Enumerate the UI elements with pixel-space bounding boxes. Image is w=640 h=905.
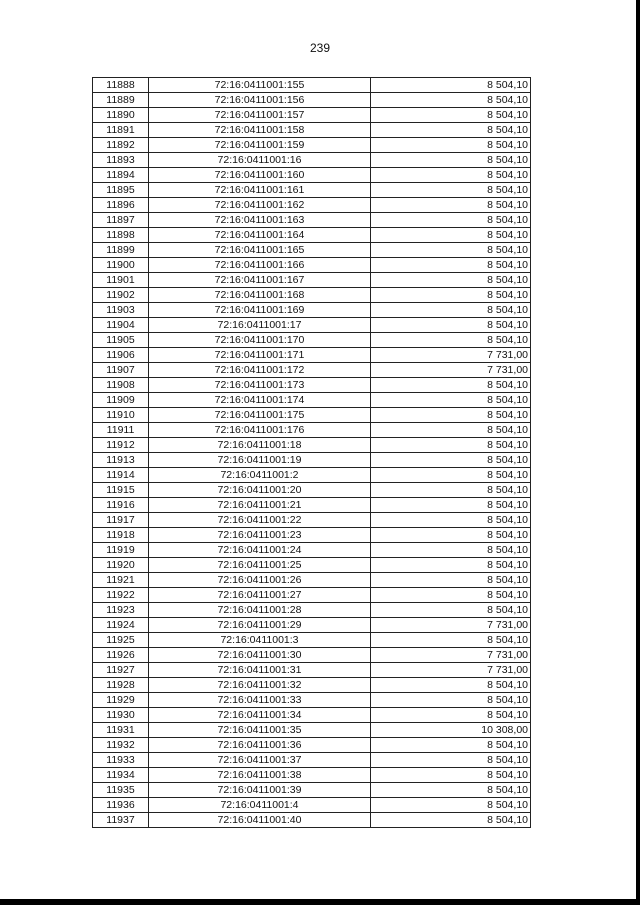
row-number-cell: 11905 <box>93 333 149 348</box>
row-number-cell: 11889 <box>93 93 149 108</box>
row-number-cell: 11937 <box>93 813 149 828</box>
cadastral-number-cell: 72:16:0411001:172 <box>149 363 371 378</box>
table-row <box>93 138 531 153</box>
cadastral-number-cell: 72:16:0411001:164 <box>149 228 371 243</box>
table-row <box>93 738 531 753</box>
cadastral-number-cell: 72:16:0411001:158 <box>149 123 371 138</box>
table-row <box>93 603 531 618</box>
table-row <box>93 543 531 558</box>
value-cell: 8 504,10 <box>371 543 531 558</box>
scan-edge-right <box>636 0 640 905</box>
table-row <box>93 108 531 123</box>
row-number-cell: 11927 <box>93 663 149 678</box>
table-row <box>93 708 531 723</box>
cadastral-number-cell: 72:16:0411001:176 <box>149 423 371 438</box>
row-number-cell: 11933 <box>93 753 149 768</box>
cadastral-number-cell: 72:16:0411001:173 <box>149 378 371 393</box>
cadastral-number-cell: 72:16:0411001:4 <box>149 798 371 813</box>
value-cell: 7 731,00 <box>371 363 531 378</box>
row-number-cell: 11904 <box>93 318 149 333</box>
value-cell: 8 504,10 <box>371 168 531 183</box>
value-cell: 8 504,10 <box>371 243 531 258</box>
table-row <box>93 483 531 498</box>
value-cell: 8 504,10 <box>371 393 531 408</box>
table-row <box>93 663 531 678</box>
row-number-cell: 11896 <box>93 198 149 213</box>
table-row <box>93 453 531 468</box>
value-cell: 8 504,10 <box>371 318 531 333</box>
row-number-cell: 11908 <box>93 378 149 393</box>
cadastral-number-cell: 72:16:0411001:16 <box>149 153 371 168</box>
table-row <box>93 123 531 138</box>
row-number-cell: 11935 <box>93 783 149 798</box>
cadastral-number-cell: 72:16:0411001:157 <box>149 108 371 123</box>
cadastral-number-cell: 72:16:0411001:156 <box>149 93 371 108</box>
cadastral-number-cell: 72:16:0411001:18 <box>149 438 371 453</box>
table-row <box>93 333 531 348</box>
cadastral-number-cell: 72:16:0411001:40 <box>149 813 371 828</box>
cadastral-number-cell: 72:16:0411001:168 <box>149 288 371 303</box>
value-cell: 8 504,10 <box>371 528 531 543</box>
row-number-cell: 11897 <box>93 213 149 228</box>
row-number-cell: 11915 <box>93 483 149 498</box>
value-cell: 7 731,00 <box>371 663 531 678</box>
cadastral-number-cell: 72:16:0411001:170 <box>149 333 371 348</box>
value-cell: 8 504,10 <box>371 78 531 93</box>
row-number-cell: 11890 <box>93 108 149 123</box>
cadastral-number-cell: 72:16:0411001:160 <box>149 168 371 183</box>
row-number-cell: 11932 <box>93 738 149 753</box>
row-number-cell: 11936 <box>93 798 149 813</box>
value-cell: 8 504,10 <box>371 783 531 798</box>
value-cell: 8 504,10 <box>371 138 531 153</box>
row-number-cell: 11920 <box>93 558 149 573</box>
table-row <box>93 288 531 303</box>
value-cell: 8 504,10 <box>371 153 531 168</box>
cadastral-number-cell: 72:16:0411001:28 <box>149 603 371 618</box>
cadastral-number-cell: 72:16:0411001:155 <box>149 78 371 93</box>
cadastral-number-cell: 72:16:0411001:174 <box>149 393 371 408</box>
cadastral-number-cell: 72:16:0411001:32 <box>149 678 371 693</box>
table-row <box>93 348 531 363</box>
table-row <box>93 498 531 513</box>
row-number-cell: 11903 <box>93 303 149 318</box>
cadastral-number-cell: 72:16:0411001:36 <box>149 738 371 753</box>
row-number-cell: 11901 <box>93 273 149 288</box>
table-row <box>93 423 531 438</box>
row-number-cell: 11895 <box>93 183 149 198</box>
value-cell: 8 504,10 <box>371 93 531 108</box>
cadastral-number-cell: 72:16:0411001:22 <box>149 513 371 528</box>
value-cell: 8 504,10 <box>371 333 531 348</box>
value-cell: 8 504,10 <box>371 798 531 813</box>
table-row <box>93 228 531 243</box>
value-cell: 8 504,10 <box>371 408 531 423</box>
value-cell: 8 504,10 <box>371 198 531 213</box>
cadastral-number-cell: 72:16:0411001:162 <box>149 198 371 213</box>
row-number-cell: 11912 <box>93 438 149 453</box>
table-row <box>93 93 531 108</box>
value-cell: 8 504,10 <box>371 468 531 483</box>
table-row <box>93 513 531 528</box>
value-cell: 8 504,10 <box>371 573 531 588</box>
row-number-cell: 11913 <box>93 453 149 468</box>
row-number-cell: 11898 <box>93 228 149 243</box>
row-number-cell: 11928 <box>93 678 149 693</box>
row-number-cell: 11921 <box>93 573 149 588</box>
table-row <box>93 648 531 663</box>
table-row <box>93 678 531 693</box>
value-cell: 8 504,10 <box>371 183 531 198</box>
table-row <box>93 213 531 228</box>
value-cell: 8 504,10 <box>371 633 531 648</box>
cadastral-number-cell: 72:16:0411001:24 <box>149 543 371 558</box>
table-row <box>93 393 531 408</box>
cadastral-number-cell: 72:16:0411001:2 <box>149 468 371 483</box>
cadastral-number-cell: 72:16:0411001:27 <box>149 588 371 603</box>
table-row <box>93 198 531 213</box>
value-cell: 7 731,00 <box>371 648 531 663</box>
table-row <box>93 243 531 258</box>
row-number-cell: 11934 <box>93 768 149 783</box>
cadastral-number-cell: 72:16:0411001:175 <box>149 408 371 423</box>
table-row <box>93 468 531 483</box>
cadastral-number-cell: 72:16:0411001:163 <box>149 213 371 228</box>
cadastral-number-cell: 72:16:0411001:20 <box>149 483 371 498</box>
row-number-cell: 11926 <box>93 648 149 663</box>
value-cell: 8 504,10 <box>371 738 531 753</box>
row-number-cell: 11909 <box>93 393 149 408</box>
table-row <box>93 723 531 738</box>
table-row <box>93 78 531 93</box>
cadastral-number-cell: 72:16:0411001:29 <box>149 618 371 633</box>
table-row <box>93 408 531 423</box>
table-row <box>93 768 531 783</box>
table-row <box>93 618 531 633</box>
table-row <box>93 798 531 813</box>
row-number-cell: 11924 <box>93 618 149 633</box>
cadastral-number-cell: 72:16:0411001:39 <box>149 783 371 798</box>
row-number-cell: 11918 <box>93 528 149 543</box>
cadastral-number-cell: 72:16:0411001:165 <box>149 243 371 258</box>
row-number-cell: 11929 <box>93 693 149 708</box>
row-number-cell: 11914 <box>93 468 149 483</box>
cadastral-number-cell: 72:16:0411001:17 <box>149 318 371 333</box>
table-row <box>93 633 531 648</box>
cadastral-number-cell: 72:16:0411001:161 <box>149 183 371 198</box>
value-cell: 8 504,10 <box>371 453 531 468</box>
cadastral-number-cell: 72:16:0411001:19 <box>149 453 371 468</box>
table-row <box>93 318 531 333</box>
row-number-cell: 11910 <box>93 408 149 423</box>
row-number-cell: 11930 <box>93 708 149 723</box>
value-cell: 8 504,10 <box>371 678 531 693</box>
table-row <box>93 183 531 198</box>
table-row <box>93 153 531 168</box>
value-cell: 8 504,10 <box>371 588 531 603</box>
value-cell: 8 504,10 <box>371 213 531 228</box>
cadastral-number-cell: 72:16:0411001:37 <box>149 753 371 768</box>
table-row <box>93 813 531 828</box>
value-cell: 8 504,10 <box>371 288 531 303</box>
table-row <box>93 168 531 183</box>
value-cell: 8 504,10 <box>371 303 531 318</box>
cadastral-number-cell: 72:16:0411001:30 <box>149 648 371 663</box>
value-cell: 7 731,00 <box>371 618 531 633</box>
cadastral-number-cell: 72:16:0411001:25 <box>149 558 371 573</box>
table-row <box>93 753 531 768</box>
register-table <box>92 77 531 828</box>
value-cell: 8 504,10 <box>371 768 531 783</box>
cadastral-number-cell: 72:16:0411001:169 <box>149 303 371 318</box>
row-number-cell: 11906 <box>93 348 149 363</box>
value-cell: 8 504,10 <box>371 558 531 573</box>
row-number-cell: 11919 <box>93 543 149 558</box>
row-number-cell: 11917 <box>93 513 149 528</box>
table-row <box>93 363 531 378</box>
cadastral-number-cell: 72:16:0411001:166 <box>149 258 371 273</box>
value-cell: 8 504,10 <box>371 273 531 288</box>
table-row <box>93 783 531 798</box>
row-number-cell: 11899 <box>93 243 149 258</box>
value-cell: 8 504,10 <box>371 438 531 453</box>
row-number-cell: 11923 <box>93 603 149 618</box>
value-cell: 7 731,00 <box>371 348 531 363</box>
table-row <box>93 378 531 393</box>
table-row <box>93 528 531 543</box>
scan-edge-bottom <box>0 899 640 905</box>
row-number-cell: 11916 <box>93 498 149 513</box>
row-number-cell: 11907 <box>93 363 149 378</box>
table-row <box>93 693 531 708</box>
cadastral-number-cell: 72:16:0411001:167 <box>149 273 371 288</box>
value-cell: 10 308,00 <box>371 723 531 738</box>
cadastral-number-cell: 72:16:0411001:26 <box>149 573 371 588</box>
row-number-cell: 11894 <box>93 168 149 183</box>
cadastral-number-cell: 72:16:0411001:35 <box>149 723 371 738</box>
value-cell: 8 504,10 <box>371 603 531 618</box>
cadastral-number-cell: 72:16:0411001:3 <box>149 633 371 648</box>
table-row <box>93 258 531 273</box>
row-number-cell: 11900 <box>93 258 149 273</box>
value-cell: 8 504,10 <box>371 378 531 393</box>
value-cell: 8 504,10 <box>371 753 531 768</box>
cadastral-number-cell: 72:16:0411001:171 <box>149 348 371 363</box>
cadastral-number-cell: 72:16:0411001:34 <box>149 708 371 723</box>
table-row <box>93 588 531 603</box>
value-cell: 8 504,10 <box>371 423 531 438</box>
value-cell: 8 504,10 <box>371 108 531 123</box>
value-cell: 8 504,10 <box>371 693 531 708</box>
table-row <box>93 438 531 453</box>
cadastral-number-cell: 72:16:0411001:38 <box>149 768 371 783</box>
row-number-cell: 11902 <box>93 288 149 303</box>
cadastral-number-cell: 72:16:0411001:159 <box>149 138 371 153</box>
table-row <box>93 558 531 573</box>
row-number-cell: 11931 <box>93 723 149 738</box>
table-row <box>93 273 531 288</box>
row-number-cell: 11911 <box>93 423 149 438</box>
row-number-cell: 11922 <box>93 588 149 603</box>
table-row <box>93 303 531 318</box>
value-cell: 8 504,10 <box>371 258 531 273</box>
value-cell: 8 504,10 <box>371 228 531 243</box>
value-cell: 8 504,10 <box>371 498 531 513</box>
row-number-cell: 11891 <box>93 123 149 138</box>
table-row <box>93 573 531 588</box>
value-cell: 8 504,10 <box>371 483 531 498</box>
value-cell: 8 504,10 <box>371 513 531 528</box>
value-cell: 8 504,10 <box>371 123 531 138</box>
row-number-cell: 11892 <box>93 138 149 153</box>
row-number-cell: 11925 <box>93 633 149 648</box>
cadastral-number-cell: 72:16:0411001:21 <box>149 498 371 513</box>
page-number: 239 <box>309 41 331 55</box>
row-number-cell: 11888 <box>93 78 149 93</box>
value-cell: 8 504,10 <box>371 708 531 723</box>
value-cell: 8 504,10 <box>371 813 531 828</box>
register-table-body <box>93 78 531 828</box>
cadastral-number-cell: 72:16:0411001:33 <box>149 693 371 708</box>
cadastral-number-cell: 72:16:0411001:31 <box>149 663 371 678</box>
row-number-cell: 11893 <box>93 153 149 168</box>
cadastral-number-cell: 72:16:0411001:23 <box>149 528 371 543</box>
